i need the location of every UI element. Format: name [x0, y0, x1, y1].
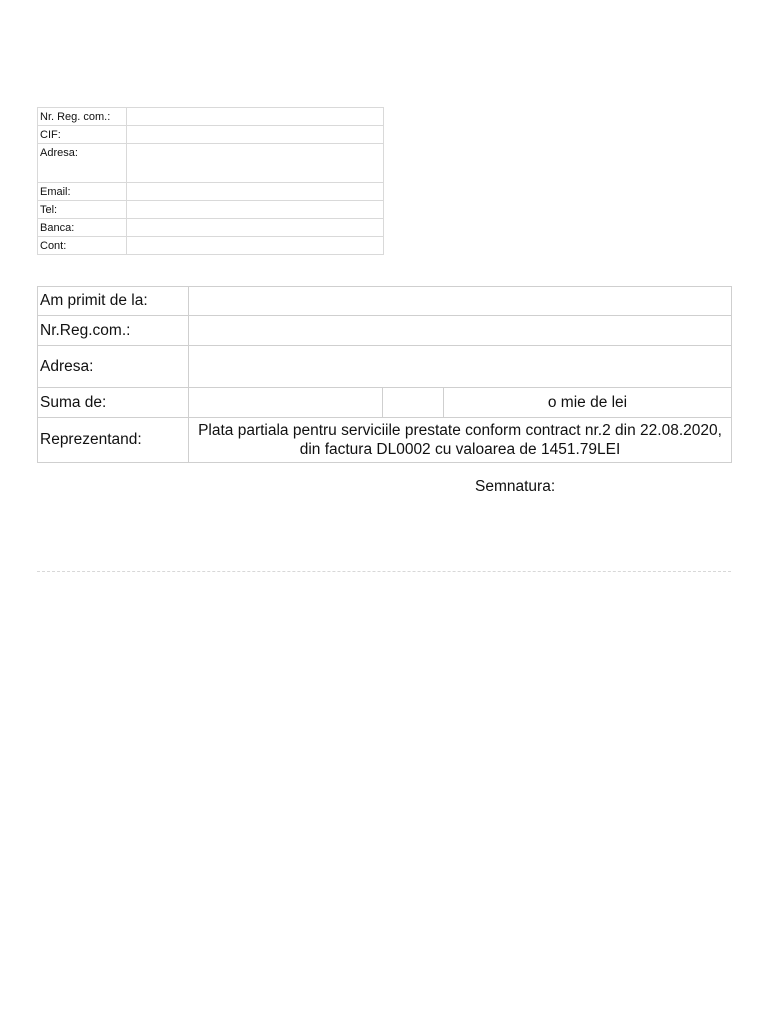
received-from-label: Am primit de la: — [38, 287, 189, 316]
amount-aux — [383, 388, 444, 418]
issuer-cif-value — [127, 126, 384, 144]
received-from-value — [189, 287, 732, 316]
issuer-details-table — [37, 107, 384, 255]
amount-value — [189, 388, 383, 418]
issuer-bank-value — [127, 219, 384, 237]
amount-label: Suma de: — [38, 388, 189, 418]
representing-value: Plata partiala pentru serviciile prestate conform contract nr.2 din 22.08.2020, din factura DL0002 cu valoarea de 1451.79LEI — [189, 418, 732, 463]
issuer-address-label: Adresa: — [38, 144, 127, 183]
receipt-reg-com-value — [189, 316, 732, 346]
issuer-bank-label: Banca: — [38, 219, 127, 237]
signature-label: Semnatura: — [475, 478, 556, 495]
issuer-address-value — [127, 144, 384, 183]
issuer-cif-label: CIF: — [38, 126, 127, 144]
receipt-address-value — [189, 346, 732, 388]
issuer-account-label: Cont: — [38, 237, 127, 255]
amount-words: o mie de lei — [444, 388, 732, 418]
issuer-tel-label: Tel: — [38, 201, 127, 219]
issuer-reg-com-label: Nr. Reg. com.: — [38, 108, 127, 126]
issuer-tel-value — [127, 201, 384, 219]
receipt-table — [37, 286, 732, 463]
issuer-account-value — [127, 237, 384, 255]
issuer-email-label: Email: — [38, 183, 127, 201]
receipt-address-label: Adresa: — [38, 346, 189, 388]
representing-label: Reprezentand: — [38, 418, 189, 463]
page-separator — [37, 571, 731, 572]
issuer-email-value — [127, 183, 384, 201]
issuer-reg-com-value — [127, 108, 384, 126]
receipt-reg-com-label: Nr.Reg.com.: — [38, 316, 189, 346]
